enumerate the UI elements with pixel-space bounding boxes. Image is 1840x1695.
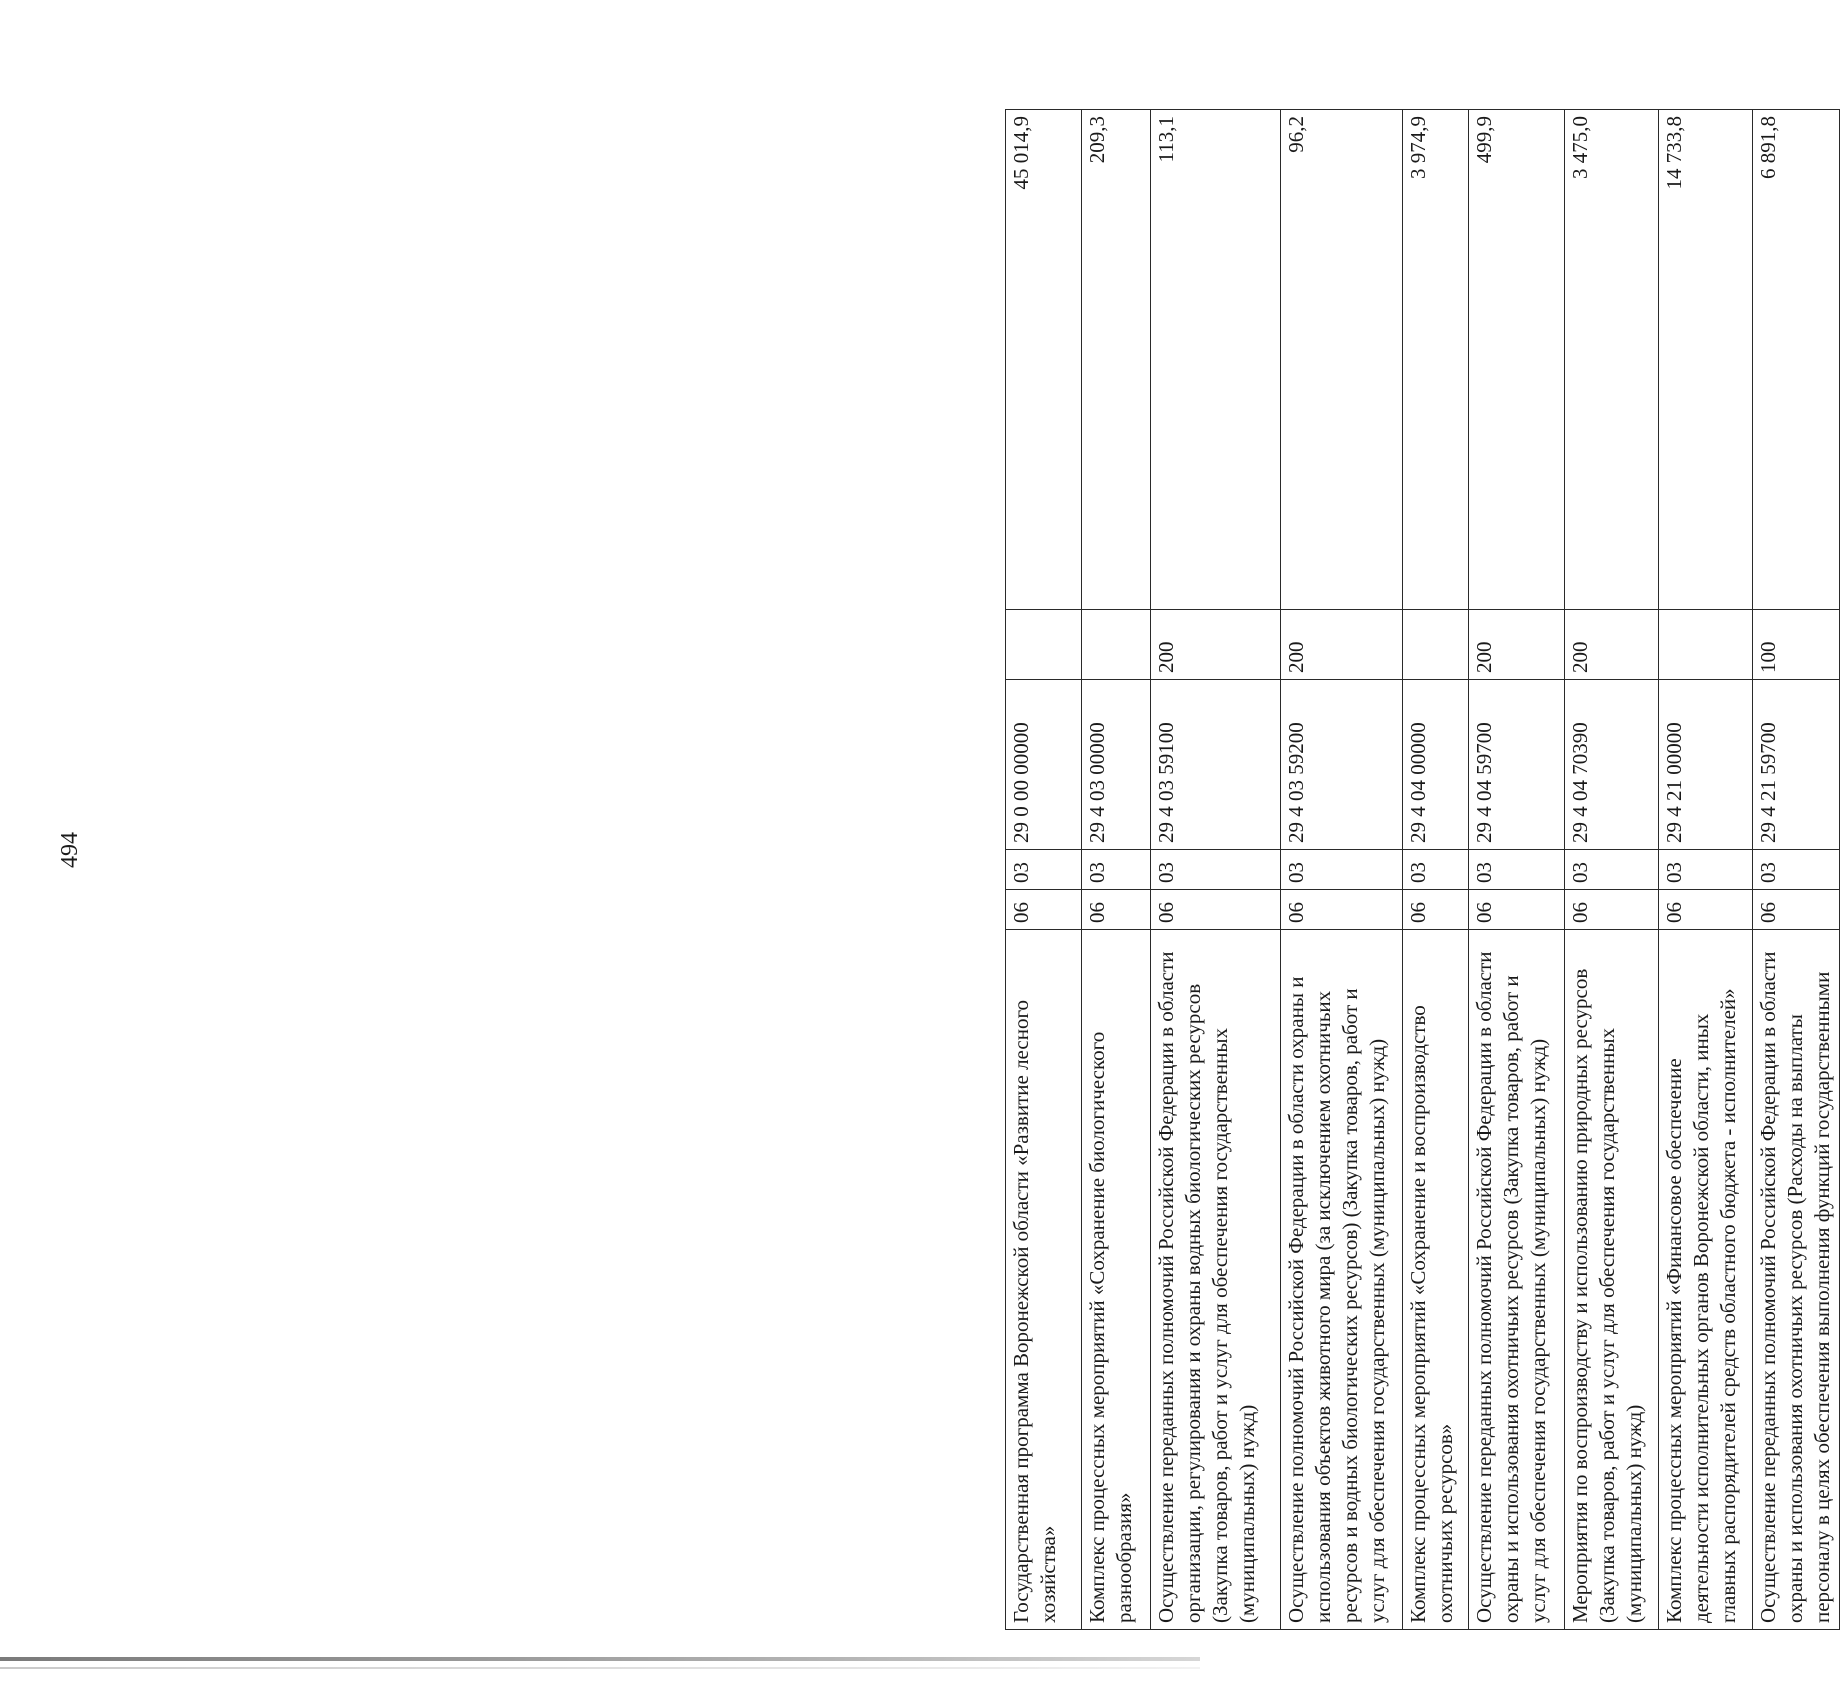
row-section: 06	[1469, 890, 1565, 930]
row-target-article: 29 4 03 00000	[1082, 680, 1151, 850]
row-target-article: 29 4 03 59100	[1151, 680, 1281, 850]
row-subsection: 03	[1659, 850, 1753, 890]
row-subsection: 03	[1281, 850, 1403, 890]
row-amount: 113,1	[1151, 110, 1281, 610]
row-target-article: 29 4 21 00000	[1659, 680, 1753, 850]
row-target-article: 29 0 00 00000	[1006, 680, 1082, 850]
row-subsection: 03	[1403, 850, 1469, 890]
table-body	[1006, 110, 1840, 1630]
table-row	[1659, 110, 1753, 1630]
row-name: Осуществление переданных полномочий Российской Федерации в области охраны и использования охотничьих ресурсов (Расходы на выплаты персоналу в целях обеспечения выполнения функций государственными	[1753, 930, 1840, 1630]
row-amount: 499,9	[1469, 110, 1565, 610]
table-row	[1565, 110, 1659, 1630]
row-target-article: 29 4 04 59700	[1469, 680, 1565, 850]
row-name: Осуществление переданных полномочий Российской Федерации в области организации, регулирования и охраны водных биологических ресурсов (Закупка товаров, работ и услуг для обеспечения государственных (муниципальных) нужд)	[1151, 930, 1281, 1630]
row-name: Мероприятия по воспроизводству и использованию природных ресурсов (Закупка товаров, работ и услуг для обеспечения государственных (муниципальных) нужд)	[1565, 930, 1659, 1630]
row-name: Осуществление переданных полномочий Российской Федерации в области охраны и использования охотничьих ресурсов (Закупка товаров, работ и услуг для обеспечения государственных (муниципальных) нужд)	[1469, 930, 1565, 1630]
row-expense-type: 100	[1753, 610, 1840, 680]
row-name: Комплекс процессных мероприятий «Сохранение биологического разнообразия»	[1082, 930, 1151, 1630]
table-row	[1403, 110, 1469, 1630]
row-amount: 3 974,9	[1403, 110, 1469, 610]
row-section: 06	[1006, 890, 1082, 930]
row-expense-type: 200	[1565, 610, 1659, 680]
row-section: 06	[1281, 890, 1403, 930]
row-name: Комплекс процессных мероприятий «Сохранение и воспроизводство охотничьих ресурсов»	[1403, 930, 1469, 1630]
table-row	[1281, 110, 1403, 1630]
row-name: Осуществление полномочий Российской Федерации в области охраны и использования объектов животного мира (за исключением охотничьих ресурсов и водных биологических ресурсов) (Закупка товаров, работ и услуг для обеспечения государственных (муниципальных) нужд)	[1281, 930, 1403, 1630]
row-name: Комплекс процессных мероприятий «Финансовое обеспечение деятельности исполнительных органов Воронежской области, иных главных распорядителей средств областного бюджета - исполнителей»	[1659, 930, 1753, 1630]
page-number: 494	[57, 832, 83, 868]
row-amount: 96,2	[1281, 110, 1403, 610]
row-target-article: 29 4 03 59200	[1281, 680, 1403, 850]
table-row	[1006, 110, 1082, 1630]
row-section: 06	[1151, 890, 1281, 930]
row-section: 06	[1753, 890, 1840, 930]
row-subsection: 03	[1469, 850, 1565, 890]
row-subsection: 03	[1151, 850, 1281, 890]
row-amount: 3 475,0	[1565, 110, 1659, 610]
row-subsection: 03	[1753, 850, 1840, 890]
table-row	[1151, 110, 1281, 1630]
row-section: 06	[1659, 890, 1753, 930]
row-section: 06	[1082, 890, 1151, 930]
row-expense-type	[1403, 610, 1469, 680]
budget-table	[1005, 109, 1840, 1630]
row-section: 06	[1403, 890, 1469, 930]
row-expense-type	[1006, 610, 1082, 680]
row-amount: 6 891,8	[1753, 110, 1840, 610]
row-expense-type	[1082, 610, 1151, 680]
row-subsection: 03	[1082, 850, 1151, 890]
row-amount: 45 014,9	[1006, 110, 1082, 610]
row-expense-type: 200	[1469, 610, 1565, 680]
scan-edge-artifact-secondary	[0, 1667, 1200, 1669]
row-name: Государственная программа Воронежской области «Развитие лесного хозяйства»	[1006, 930, 1082, 1630]
row-amount: 14 733,8	[1659, 110, 1753, 610]
row-subsection: 03	[1565, 850, 1659, 890]
row-expense-type: 200	[1151, 610, 1281, 680]
table-row	[1753, 110, 1840, 1630]
row-target-article: 29 4 04 70390	[1565, 680, 1659, 850]
row-expense-type	[1659, 610, 1753, 680]
table-row	[1469, 110, 1565, 1630]
row-amount: 209,3	[1082, 110, 1151, 610]
row-expense-type: 200	[1281, 610, 1403, 680]
row-section: 06	[1565, 890, 1659, 930]
scan-edge-artifact	[0, 1657, 1200, 1661]
table-row	[1082, 110, 1151, 1630]
row-subsection: 03	[1006, 850, 1082, 890]
row-target-article: 29 4 21 59700	[1753, 680, 1840, 850]
rotated-table-wrapper	[1005, 110, 1834, 1630]
row-target-article: 29 4 04 00000	[1403, 680, 1469, 850]
